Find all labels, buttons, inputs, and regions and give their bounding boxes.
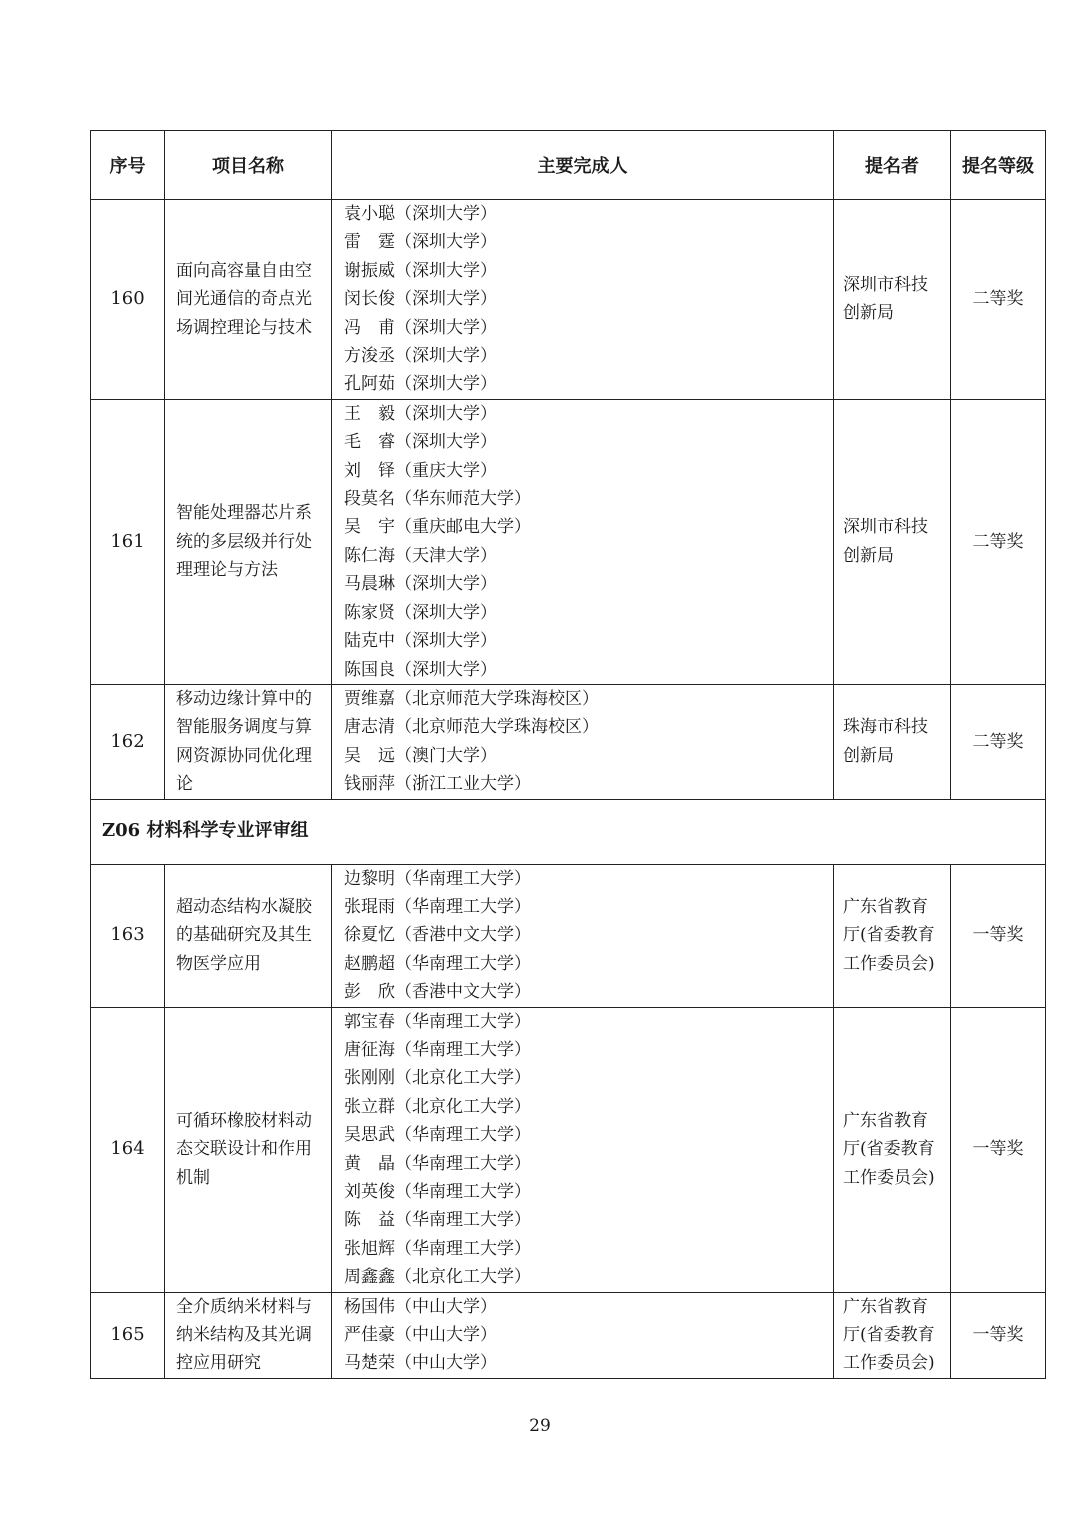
table-row (91, 399, 1046, 684)
nominator: 广东省教育厅(省委教育工作委员会) (834, 864, 951, 1007)
awards-table (90, 130, 1046, 1379)
completer: 孔阿茹（深圳大学） (344, 374, 497, 395)
header-people: 主要完成人 (332, 131, 834, 200)
completer: 刘 铎（重庆大学） (344, 460, 497, 481)
completer: 张立群（北京化工大学） (344, 1096, 531, 1117)
completer: 刘英俊（华南理工大学） (344, 1182, 531, 1202)
completer: 雷 霆（深圳大学） (344, 232, 497, 253)
completers-list (332, 200, 834, 400)
project-name: 面向高容量自由空间光通信的奇点光场调控理论与技术 (165, 200, 332, 400)
completer: 袁小聪（深圳大学） (344, 204, 497, 224)
completer: 周鑫鑫（北京化工大学） (344, 1267, 531, 1288)
completers-list (332, 864, 834, 1007)
award-level: 二等奖 (951, 399, 1046, 684)
group-title: Z06 材料科学专业评审组 (91, 799, 1046, 864)
completer: 陈仁海（天津大学） (344, 545, 497, 566)
completer: 陈家贤（深圳大学） (344, 602, 497, 623)
completer: 严佳豪（中山大学） (344, 1325, 497, 1346)
award-level: 二等奖 (951, 684, 1046, 799)
completer: 吴思武（华南理工大学） (344, 1125, 531, 1146)
completer: 张刚刚（北京化工大学） (344, 1068, 531, 1089)
row-number: 162 (91, 684, 165, 799)
completer: 唐志清（北京师范大学珠海校区） (344, 717, 599, 738)
completer: 张琨雨（华南理工大学） (344, 896, 531, 917)
header-level: 提名等级 (951, 131, 1046, 200)
table-row (91, 200, 1046, 400)
completer: 郭宝春（华南理工大学） (344, 1011, 531, 1032)
completers-list (332, 1292, 834, 1378)
nominator: 深圳市科技创新局 (834, 399, 951, 684)
table-row (91, 1292, 1046, 1378)
completer: 钱丽萍（浙江工业大学） (344, 774, 531, 795)
header-nominator: 提名者 (834, 131, 951, 200)
completer: 边黎明（华南理工大学） (344, 868, 531, 889)
nominator: 广东省教育厅(省委教育工作委员会) (834, 1292, 951, 1378)
group-row (91, 799, 1046, 864)
completer: 彭 欣（香港中文大学） (344, 982, 531, 1003)
award-level: 一等奖 (951, 864, 1046, 1007)
award-level: 一等奖 (951, 1292, 1046, 1378)
completer: 张旭辉（华南理工大学） (344, 1238, 531, 1259)
project-name: 可循环橡胶材料动态交联设计和作用机制 (165, 1007, 332, 1292)
completer: 陈 益（华南理工大学） (344, 1210, 531, 1231)
group-section (91, 799, 1046, 864)
page-number: 29 (529, 1416, 551, 1436)
completer: 闵长俊（深圳大学） (344, 289, 497, 310)
project-name: 全介质纳米材料与纳米结构及其光调控应用研究 (165, 1292, 332, 1378)
project-name: 智能处理器芯片系统的多层级并行处理理论与方法 (165, 399, 332, 684)
completer: 吴 宇（重庆邮电大学） (344, 517, 531, 538)
completer: 方浚丞（深圳大学） (344, 346, 497, 367)
completer: 毛 睿（深圳大学） (344, 432, 497, 453)
completer: 冯 甫（深圳大学） (344, 317, 497, 338)
completer: 贾维嘉（北京师范大学珠海校区） (344, 688, 599, 709)
completer: 陈国良（深圳大学） (344, 659, 497, 680)
completer: 王 毅（深圳大学） (344, 403, 497, 424)
nominator: 深圳市科技创新局 (834, 200, 951, 400)
table-body-a (91, 200, 1046, 800)
award-level: 二等奖 (951, 200, 1046, 400)
row-number: 164 (91, 1007, 165, 1292)
table-row (91, 1007, 1046, 1292)
table-row (91, 864, 1046, 1007)
completer: 杨国伟（中山大学） (344, 1296, 497, 1317)
row-number: 165 (91, 1292, 165, 1378)
row-number: 161 (91, 399, 165, 684)
project-name: 移动边缘计算中的智能服务调度与算网资源协同优化理论 (165, 684, 332, 799)
table-row (91, 684, 1046, 799)
nominator: 珠海市科技创新局 (834, 684, 951, 799)
completer: 马楚荣（中山大学） (344, 1353, 497, 1374)
completer: 赵鹏超（华南理工大学） (344, 953, 531, 974)
completers-list (332, 1007, 834, 1292)
award-level: 一等奖 (951, 1007, 1046, 1292)
completers-list (332, 684, 834, 799)
completer: 黄 晶（华南理工大学） (344, 1153, 531, 1174)
row-number: 160 (91, 200, 165, 400)
header-row (91, 131, 1046, 200)
completer: 谢振威（深圳大学） (344, 260, 497, 281)
completer: 陆克中（深圳大学） (344, 631, 497, 652)
row-number: 163 (91, 864, 165, 1007)
completer: 马晨琳（深圳大学） (344, 574, 497, 595)
completer: 吴 远（澳门大学） (344, 745, 497, 766)
completer: 徐夏忆（香港中文大学） (344, 925, 531, 946)
project-name: 超动态结构水凝胶的基础研究及其生物医学应用 (165, 864, 332, 1007)
nominator: 广东省教育厅(省委教育工作委员会) (834, 1007, 951, 1292)
completer: 唐征海（华南理工大学） (344, 1039, 531, 1060)
header-no: 序号 (91, 131, 165, 200)
completers-list (332, 399, 834, 684)
header-name: 项目名称 (165, 131, 332, 200)
completer: 段莫名（华东师范大学） (344, 489, 531, 510)
table-body-b (91, 864, 1046, 1378)
